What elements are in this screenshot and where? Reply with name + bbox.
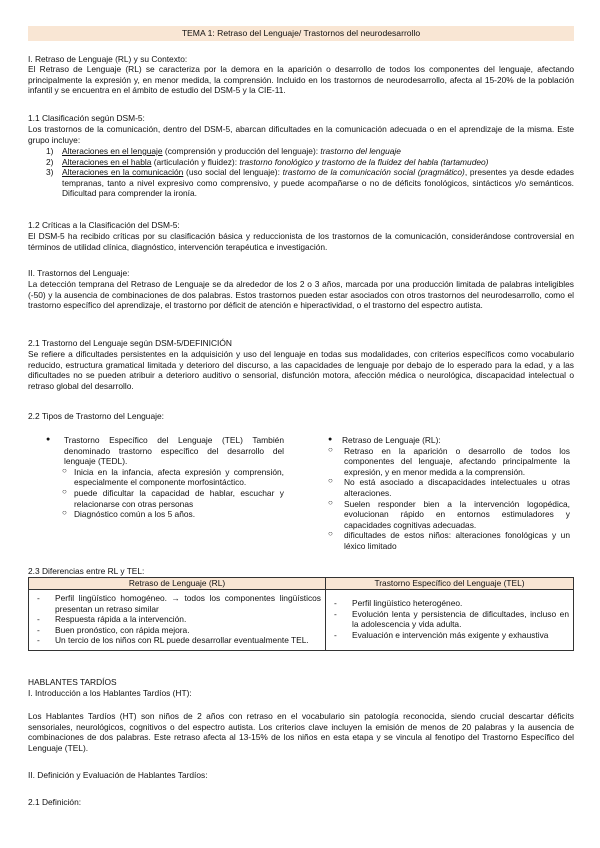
circle-bullet-icon: ○	[328, 476, 333, 486]
bullet-dot-icon: ●	[328, 436, 333, 443]
list-item: - Perfil lingüístico homogéneo. → todos los componentes lingüísticos presentan un retraso similar	[37, 593, 321, 614]
list-item: ○ Suelen responder bien a la intervención logopédica, evolucionan rápido en entornos estimuladores y capacidades cognitivas adecuadas.	[328, 497, 570, 530]
section-1-1-intro: Los trastornos de la comunicación, dentro del DSM-5, abarcan dificultades en la comunicación adecuada o en el aprendizaje de la misma. Este grupo incluye:	[28, 124, 574, 145]
section-2-1-heading: 2.1 Trastorno del Lenguaje según DSM-5/DEFINICIÓN	[28, 338, 232, 348]
circle-bullet-icon: ○	[328, 497, 333, 507]
list-item: ○ dificultades de estos niños: alteraciones fonológicas y un léxico limitado	[328, 529, 570, 551]
list-item: 3) Alteraciones en la comunicación (uso social del lenguaje): trastorno de la comunicación social (pragmático), presentes ya desde edades tempranas, tanto a nivel expresivo como comprensivo, y puede acompañarse o no de déficits fonológicos, sintácticos y/o semánticos. Dificultad para comprender la ironía.	[46, 167, 574, 199]
list-item: ○ Inicia en la infancia, afecta expresión y comprensión, especialmente el componente morfosintáctico.	[62, 465, 284, 488]
list-item: 1) Alteraciones en el lenguaje (comprensión y producción del lenguaje): trastorno del lenguaje	[46, 146, 401, 156]
section-1-2-heading: 1.2 Críticas a la Clasificación del DSM-5:	[28, 220, 180, 230]
ht-section-2-heading: II. Definición y Evaluación de Hablantes Tardíos:	[28, 770, 208, 780]
circle-bullet-icon: ○	[62, 486, 67, 496]
table-cell-tel	[326, 590, 574, 651]
differences-table	[28, 577, 574, 651]
circle-bullet-icon: ○	[328, 529, 333, 539]
tel-column	[34, 435, 284, 520]
ht-body: Los Hablantes Tardíos (HT) son niños de 2 años con retraso en el vocabulario sin patología reconocida, siendo crucial descartar déficits sensoriales, neurológicos, cognitivos o del espectro autista. Los criterios clave incluyen la emisión de menos de 20 palabras y la ausencia de combinaciones de dos palabras. Este retraso afecta al 13-15% de los niños en esta etapa y se vincula al fenotipo del Trastorno Específico del Lenguaje (TEL).	[28, 711, 574, 753]
ht-intro-heading: I. Introducción a los Hablantes Tardíos (HT):	[28, 688, 192, 698]
list-item: ○ Diagnóstico común a los 5 años.	[62, 508, 196, 520]
section-2-heading: II. Trastornos del Lenguaje:	[28, 268, 130, 278]
list-item: - Evolución lenta y persistencia de dificultades, incluso en la adolescencia y vida adulta.	[334, 608, 569, 630]
list-item: ○ Retraso en la aparición o desarrollo de todos los componentes del lenguaje, afectando principalmente la expresión, y en menor medida a la comprensión.	[328, 444, 570, 477]
section-2-2-heading: 2.2 Tipos de Trastorno del Lenguaje:	[28, 411, 164, 421]
table-cell-rl	[29, 590, 326, 651]
circle-bullet-icon: ○	[62, 508, 67, 518]
rl-bullet: ● Retraso de Lenguaje (RL):	[328, 435, 441, 445]
section-2-3-heading: 2.3 Diferencias entre RL y TEL:	[28, 566, 145, 576]
circle-bullet-icon: ○	[62, 465, 67, 475]
section-1-2-body: El DSM-5 ha recibido críticas por su clasificación básica y reduccionista de los trastornos de la comunicación, considerándose controversial en términos de utilidad clínica, diagnóstico, intervención terapéutica e investigación.	[28, 231, 574, 252]
circle-bullet-icon: ○	[328, 444, 333, 454]
list-item: 2) Alteraciones en el habla (articulación y fluidez): trastorno fonológico y trastorno de la fluidez del habla (tartamudeo)	[46, 156, 489, 167]
tel-bullet: ● Trastorno Específico del Lenguaje (TEL) También denominado trastorno específico del desarrollo del lenguaje (TEDL).	[46, 435, 284, 467]
table-header-rl: Retraso de Lenguaje (RL)	[29, 578, 326, 590]
list-item: ○ puede dificultar la capacidad de hablar, escuchar y relacionarse con otras personas	[62, 486, 284, 509]
table-header-tel: Trastorno Específico del Lenguaje (TEL)	[326, 578, 574, 590]
ht-heading: HABLANTES TARDÍOS	[28, 677, 117, 687]
section-1-1-heading: 1.1 Clasificación según DSM-5:	[28, 113, 145, 123]
rl-column	[326, 435, 570, 552]
section-1-body: El Retraso de Lenguaje (RL) se caracteriza por la demora en la aparición o desarrollo de todos los componentes del lenguaje, afectando principalmente la expresión y, en menor medida, la comprensión. Incluido en los trastornos de neurodesarrollo, afecta al 15-20% de la población infantil y se encuentra en el ámbito de estudio del DSM-5 y la CIE-11.	[28, 64, 574, 96]
list-item: - Evaluación e intervención más exigente y exhaustiva	[334, 629, 549, 640]
section-2-1-body: Se refiere a dificultades persistentes en la adquisición y uso del lenguaje en todas sus modalidades, con criterios específicos como vocabulario reducido, estructura gramatical limitada y deterioro del discurso, a las capacidades de lenguaje por debajo de lo esperado para la edad, y a las dificultades no se pueden atribuir a deterioro auditivo o sensorial, disfunción motora, afección médica o neurológica, discapacidad intelectual o retraso global del desarrollo.	[28, 349, 574, 391]
section-2-body: La detección temprana del Retraso de Lenguaje se da alrededor de los 2 o 3 años, marcada por una producción limitada de palabras inteligibles (-50) y la ausencia de combinaciones de dos palabras. Estos trastornos pueden estar asociados con otros trastornos del neurodesarrollo, como el trastorno específico del aprendizaje, el trastorno por déficit de atención e hiperactividad, o el trastorno del espectro autista.	[28, 279, 574, 311]
dsm5-classification-list	[28, 146, 574, 199]
list-item: - Respuesta rápida a la intervención.	[37, 614, 187, 625]
list-item: - Un tercio de los niños con RL puede desarrollar eventualmente TEL.	[37, 635, 309, 646]
ht-section-2-1-heading: 2.1 Definición:	[28, 797, 82, 807]
list-item: - Perfil lingüístico heterogéneo.	[334, 598, 463, 608]
list-item: ○ No está asociado a discapacidades intelectuales u otras alteraciones.	[328, 476, 570, 498]
bullet-dot-icon: ●	[46, 436, 51, 443]
page-title: TEMA 1: Retraso del Lenguaje/ Trastornos del neurodesarrollo	[28, 26, 574, 41]
section-1-heading: I. Retraso de Lenguaje (RL) y su Contexto:	[28, 54, 188, 64]
list-item: - Buen pronóstico, con rápida mejora.	[37, 624, 190, 635]
